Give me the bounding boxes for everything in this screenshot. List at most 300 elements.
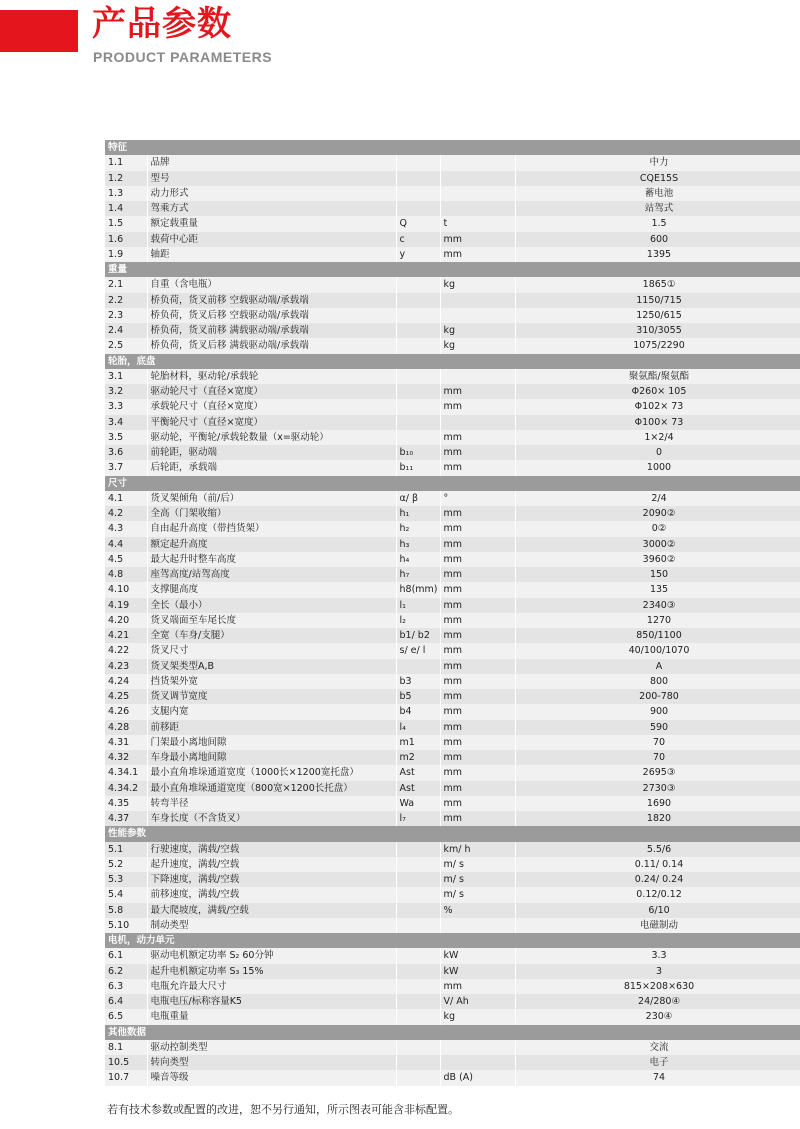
row-unit: % [440,903,515,918]
table-row [105,1055,800,1070]
row-unit: mm [440,720,515,735]
row-number: 10.5 [105,1055,147,1070]
row-label: 转向类型 [147,1055,396,1070]
table-row [105,674,800,689]
section-header [105,476,800,491]
row-label: 载荷中心距 [147,232,396,247]
row-unit [440,201,515,216]
row-unit: mm [440,506,515,521]
table-row [105,1009,800,1024]
section-title: 其他数据 [105,1025,800,1040]
row-value: 1×2/4 [515,430,800,445]
row-value: 1000 [515,460,800,475]
row-label: 动力形式 [147,186,396,201]
row-unit: mm [440,613,515,628]
row-value: 70 [515,735,800,750]
row-number: 4.34.2 [105,781,147,796]
row-label: 最小直角堆垛通道宽度（800宽×1200长托盘） [147,781,396,796]
table-row [105,293,800,308]
row-value: 135 [515,582,800,597]
row-symbol [396,918,440,933]
row-unit: mm [440,659,515,674]
row-value: 1270 [515,613,800,628]
table-row [105,323,800,338]
row-symbol [396,964,440,979]
row-unit: mm [440,781,515,796]
row-value: 1820 [515,811,800,826]
row-number: 4.21 [105,628,147,643]
table-row [105,308,800,323]
row-symbol: h₃ [396,537,440,552]
row-symbol [396,979,440,994]
row-unit: mm [440,598,515,613]
row-label: 挡货架外宽 [147,674,396,689]
row-unit [440,155,515,170]
row-symbol: m2 [396,750,440,765]
row-number: 4.25 [105,689,147,704]
table-row [105,338,800,353]
row-unit [440,171,515,186]
row-unit [440,369,515,384]
section-header [105,354,800,369]
row-symbol [396,293,440,308]
row-value: 800 [515,674,800,689]
table-row [105,598,800,613]
page-subtitle: PRODUCT PARAMETERS [93,49,273,65]
table-row [105,613,800,628]
row-value: 600 [515,232,800,247]
row-value: 310/3055 [515,323,800,338]
row-number: 2.3 [105,308,147,323]
row-label: 驱动轮，平衡轮/承载轮数量（x=驱动轮） [147,430,396,445]
row-value: 850/1100 [515,628,800,643]
row-symbol [396,369,440,384]
row-unit: kg [440,338,515,353]
table-row [105,750,800,765]
row-number: 1.4 [105,201,147,216]
row-label: 电瓶允许最大尺寸 [147,979,396,994]
row-value: 230④ [515,1009,800,1024]
row-symbol [396,948,440,963]
row-value: 1250/615 [515,308,800,323]
row-number: 5.8 [105,903,147,918]
section-header [105,262,800,277]
row-number: 4.23 [105,659,147,674]
row-value: 电磁制动 [515,918,800,933]
section-title: 电机，动力单元 [105,933,800,948]
table-row [105,552,800,567]
row-number: 5.3 [105,872,147,887]
row-value: 900 [515,704,800,719]
section-title: 特征 [105,140,800,155]
table-row [105,384,800,399]
section-header [105,826,800,841]
row-value: 1395 [515,247,800,262]
section-header [105,933,800,948]
row-unit: t [440,216,515,231]
table-row [105,537,800,552]
table-row [105,857,800,872]
table-row [105,689,800,704]
row-value: 0.12/0.12 [515,887,800,902]
row-label: 货叉架倾角（前/后） [147,491,396,506]
row-symbol [396,1070,440,1085]
row-label: 驱动轮尺寸（直径×宽度） [147,384,396,399]
row-number: 3.6 [105,445,147,460]
table-row [105,994,800,1009]
row-value: 200-780 [515,689,800,704]
table-row [105,796,800,811]
row-label: 驱动电机额定功率 S₂ 60分钟 [147,948,396,963]
row-number: 2.5 [105,338,147,353]
row-label: 承载轮尺寸（直径×宽度） [147,399,396,414]
row-symbol [396,186,440,201]
table-row [105,628,800,643]
row-number: 4.19 [105,598,147,613]
row-value: 150 [515,567,800,582]
row-number: 2.4 [105,323,147,338]
row-symbol [396,415,440,430]
row-label: 全高（门架收缩） [147,506,396,521]
table-row [105,1070,800,1085]
table-row [105,186,800,201]
row-number: 2.2 [105,293,147,308]
table-row [105,720,800,735]
row-value: 2340③ [515,598,800,613]
row-symbol [396,323,440,338]
row-symbol: l₇ [396,811,440,826]
parameters-table [105,140,800,1086]
row-value: 2/4 [515,491,800,506]
row-number: 1.1 [105,155,147,170]
row-unit: mm [440,232,515,247]
row-symbol: s/ e/ l [396,643,440,658]
row-label: 桥负荷，货叉后移 空载驱动端/承载端 [147,308,396,323]
row-number: 4.32 [105,750,147,765]
row-label: 前轮距，驱动端 [147,445,396,460]
row-symbol: h₄ [396,552,440,567]
row-symbol: h8(mm) [396,582,440,597]
row-value: 电子 [515,1055,800,1070]
row-value: 1690 [515,796,800,811]
row-symbol [396,887,440,902]
row-label: 桥负荷，货叉前移 满载驱动端/承载端 [147,323,396,338]
row-number: 4.26 [105,704,147,719]
row-symbol [396,903,440,918]
row-unit: mm [440,552,515,567]
table-row [105,430,800,445]
row-label: 品牌 [147,155,396,170]
table-row [105,979,800,994]
row-unit: mm [440,567,515,582]
row-value: Φ102× 73 [515,399,800,414]
row-label: 额定载重量 [147,216,396,231]
row-label: 行驶速度，满载/空载 [147,842,396,857]
row-label: 起升电机额定功率 S₃ 15% [147,964,396,979]
row-label: 型号 [147,171,396,186]
row-symbol: b5 [396,689,440,704]
row-label: 门架最小离地间隙 [147,735,396,750]
row-symbol: b1/ b2 [396,628,440,643]
row-number: 4.20 [105,613,147,628]
row-unit: mm [440,445,515,460]
row-number: 4.3 [105,521,147,536]
table-row [105,659,800,674]
row-label: 转弯半径 [147,796,396,811]
row-value: 590 [515,720,800,735]
row-unit: mm [440,674,515,689]
row-symbol: l₄ [396,720,440,735]
table-row [105,918,800,933]
row-number: 4.22 [105,643,147,658]
row-symbol: h₁ [396,506,440,521]
row-label: 前移速度，满载/空载 [147,887,396,902]
row-value: Φ260× 105 [515,384,800,399]
row-number: 3.7 [105,460,147,475]
row-symbol: h₇ [396,567,440,582]
row-label: 轴距 [147,247,396,262]
row-number: 4.2 [105,506,147,521]
table-row [105,491,800,506]
row-number: 3.4 [105,415,147,430]
row-number: 1.9 [105,247,147,262]
table-row [105,171,800,186]
table-row [105,948,800,963]
row-value: Φ100× 73 [515,415,800,430]
row-label: 货叉尺寸 [147,643,396,658]
row-number: 4.28 [105,720,147,735]
section-title: 尺寸 [105,476,800,491]
row-unit: dB (A) [440,1070,515,1085]
row-unit: mm [440,735,515,750]
row-number: 2.1 [105,277,147,292]
table-row [105,460,800,475]
row-label: 桥负荷，货叉前移 空载驱动端/承载端 [147,293,396,308]
row-number: 4.5 [105,552,147,567]
row-symbol: Q [396,216,440,231]
row-unit: m/ s [440,857,515,872]
row-label: 噪音等级 [147,1070,396,1085]
row-symbol [396,399,440,414]
row-number: 8.1 [105,1040,147,1055]
row-symbol [396,384,440,399]
row-label: 货叉调节宽度 [147,689,396,704]
row-number: 3.3 [105,399,147,414]
row-value: 3.3 [515,948,800,963]
row-value: 3960② [515,552,800,567]
row-number: 5.2 [105,857,147,872]
section-header [105,1025,800,1040]
row-value: 1075/2290 [515,338,800,353]
row-label: 自由起升高度（带挡货架） [147,521,396,536]
row-number: 1.2 [105,171,147,186]
row-label: 车身最小离地间隙 [147,750,396,765]
row-value: CQE15S [515,171,800,186]
row-label: 下降速度，满载/空载 [147,872,396,887]
row-unit: kg [440,277,515,292]
table-row [105,155,800,170]
row-value: 3000② [515,537,800,552]
row-symbol: b4 [396,704,440,719]
row-unit [440,293,515,308]
row-number: 5.10 [105,918,147,933]
row-label: 轮胎材料，驱动轮/承载轮 [147,369,396,384]
row-symbol: α/ β [396,491,440,506]
table-row [105,964,800,979]
row-value: 0.11/ 0.14 [515,857,800,872]
row-unit [440,415,515,430]
row-symbol [396,201,440,216]
row-unit: mm [440,521,515,536]
row-symbol: l₁ [396,598,440,613]
table-row [105,399,800,414]
row-unit: V/ Ah [440,994,515,1009]
table-row [105,643,800,658]
row-unit: kg [440,323,515,338]
row-label: 起升速度，满载/空载 [147,857,396,872]
table-row [105,216,800,231]
row-symbol [396,994,440,1009]
row-number: 5.4 [105,887,147,902]
table-row [105,811,800,826]
row-number: 6.2 [105,964,147,979]
section-title: 轮胎，底盘 [105,354,800,369]
row-unit [440,918,515,933]
row-number: 4.31 [105,735,147,750]
row-value: 70 [515,750,800,765]
row-label: 额定起升高度 [147,537,396,552]
row-symbol: Wa [396,796,440,811]
row-value: 24/280④ [515,994,800,1009]
row-label: 前移距 [147,720,396,735]
table-row [105,445,800,460]
row-unit [440,1040,515,1055]
row-unit: mm [440,537,515,552]
footnote: 若有技术参数或配置的改进，恕不另行通知，所示图表可能含非标配置。 [107,1103,459,1116]
row-unit: mm [440,750,515,765]
row-number: 1.6 [105,232,147,247]
row-unit: mm [440,247,515,262]
row-value: 1865① [515,277,800,292]
row-label: 货叉端面至车尾长度 [147,613,396,628]
row-unit: km/ h [440,842,515,857]
row-label: 电瓶电压/标称容量K5 [147,994,396,1009]
row-unit: mm [440,384,515,399]
row-value: 2695③ [515,765,800,780]
row-value: 0 [515,445,800,460]
row-symbol [396,1040,440,1055]
section-header [105,140,800,155]
row-value: 交流 [515,1040,800,1055]
row-unit: mm [440,460,515,475]
row-number: 10.7 [105,1070,147,1085]
row-symbol: Ast [396,765,440,780]
row-symbol [396,338,440,353]
row-value: 815×208×630 [515,979,800,994]
row-unit: mm [440,796,515,811]
table-row [105,415,800,430]
row-value: 1.5 [515,216,800,231]
row-label: 支撑腿高度 [147,582,396,597]
table-row [105,1040,800,1055]
row-value: 40/100/1070 [515,643,800,658]
row-number: 3.2 [105,384,147,399]
row-unit [440,186,515,201]
row-symbol [396,872,440,887]
row-unit: mm [440,811,515,826]
table-row [105,872,800,887]
row-unit: mm [440,582,515,597]
table-row [105,735,800,750]
table-row [105,781,800,796]
row-value: 5.5/6 [515,842,800,857]
row-symbol: b₁₀ [396,445,440,460]
row-value: 中力 [515,155,800,170]
row-number: 3.1 [105,369,147,384]
row-unit: mm [440,399,515,414]
row-unit [440,308,515,323]
row-symbol [396,308,440,323]
row-unit [440,1055,515,1070]
row-number: 1.5 [105,216,147,231]
row-number: 4.34.1 [105,765,147,780]
row-number: 4.4 [105,537,147,552]
row-unit: mm [440,689,515,704]
row-label: 最大起升时整车高度 [147,552,396,567]
row-label: 全宽（车身/支腿） [147,628,396,643]
row-value: 0② [515,521,800,536]
row-label: 电瓶重量 [147,1009,396,1024]
table-row [105,765,800,780]
row-label: 车身长度（不含货叉） [147,811,396,826]
row-unit: mm [440,979,515,994]
row-symbol [396,277,440,292]
row-symbol: h₂ [396,521,440,536]
row-label: 自重（含电瓶） [147,277,396,292]
row-unit: mm [440,430,515,445]
row-label: 最小直角堆垛通道宽度（1000长×1200宽托盘） [147,765,396,780]
row-unit: m/ s [440,872,515,887]
table-row [105,842,800,857]
row-number: 5.1 [105,842,147,857]
row-value: 6/10 [515,903,800,918]
table-row [105,887,800,902]
row-label: 最大爬坡度，满载/空载 [147,903,396,918]
row-number: 3.5 [105,430,147,445]
row-symbol [396,857,440,872]
row-symbol [396,842,440,857]
row-unit: ° [440,491,515,506]
row-number: 4.10 [105,582,147,597]
row-number: 4.37 [105,811,147,826]
row-symbol: b₁₁ [396,460,440,475]
row-value: 1150/715 [515,293,800,308]
row-label: 全长（最小） [147,598,396,613]
row-label: 驾乘方式 [147,201,396,216]
row-unit: mm [440,643,515,658]
table-row [105,232,800,247]
row-value: 2090② [515,506,800,521]
row-label: 驱动控制类型 [147,1040,396,1055]
row-unit: mm [440,765,515,780]
row-number: 6.1 [105,948,147,963]
row-symbol: m1 [396,735,440,750]
row-value: 蓄电池 [515,186,800,201]
table-row [105,506,800,521]
row-value: 74 [515,1070,800,1085]
table-row [105,247,800,262]
row-label: 后轮距，承载端 [147,460,396,475]
